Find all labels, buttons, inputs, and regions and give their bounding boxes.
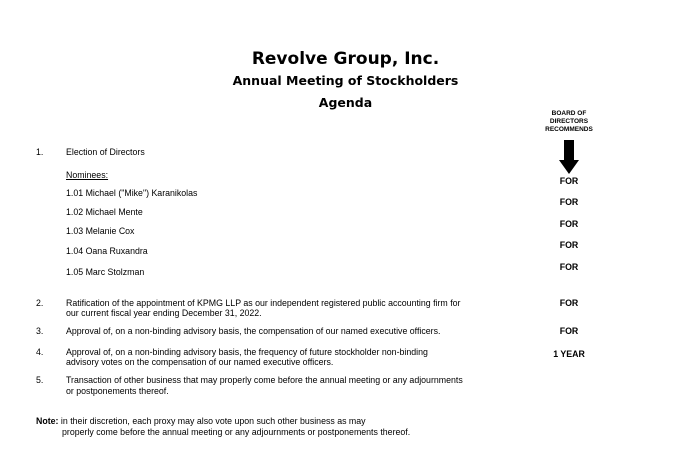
item-3-text: Approval of, on a non-binding advisory basis, the compensation of our named executive officers. bbox=[66, 326, 441, 336]
board-header-line: RECOMMENDS bbox=[545, 126, 593, 133]
item-2-number: 2. bbox=[36, 298, 44, 308]
item-4-number: 4. bbox=[36, 347, 44, 357]
item-2-line-1: Ratification of the appointment of KPMG LLP as our independent registered public accounting firm for bbox=[66, 298, 461, 308]
agenda-heading: Agenda bbox=[318, 95, 373, 110]
nominee-4: 1.04 Oana Ruxandra bbox=[66, 246, 148, 256]
note-label: Note: bbox=[36, 416, 59, 426]
item-5-line-2: or postponements thereof. bbox=[66, 386, 169, 396]
item-1-text: Election of Directors bbox=[66, 147, 145, 157]
item-2-vote: FOR bbox=[559, 298, 579, 308]
item-3-vote: FOR bbox=[559, 326, 579, 336]
meeting-subtitle: Annual Meeting of Stockholders bbox=[232, 73, 459, 88]
nominee-4-vote: FOR bbox=[559, 240, 579, 250]
item-4-line-2: advisory votes on the compensation of our named executive officers. bbox=[66, 357, 334, 367]
item-4-vote: 1 YEAR bbox=[553, 349, 585, 359]
note-line-2: properly come before the annual meeting or any adjournments or postponements thereof. bbox=[62, 427, 411, 437]
nominee-1-vote: FOR bbox=[559, 176, 579, 186]
item-4-line-1: Approval of, on a non-binding advisory basis, the frequency of future stockholder non-binding bbox=[66, 347, 428, 357]
item-2-line-2: our current fiscal year ending December 31, 2022. bbox=[66, 308, 262, 318]
note-text-1: in their discretion, each proxy may also vote upon such other business as may bbox=[58, 416, 366, 426]
nominee-2: 1.02 Michael Mente bbox=[66, 207, 143, 217]
company-title: Revolve Group, Inc. bbox=[251, 49, 440, 69]
nominee-2-vote: FOR bbox=[559, 197, 579, 207]
item-5-line-1: Transaction of other business that may properly come before the annual meeting or any adjournments bbox=[66, 375, 463, 385]
nominee-3: 1.03 Melanie Cox bbox=[66, 226, 135, 236]
board-header-line: DIRECTORS bbox=[549, 118, 589, 125]
nominee-3-vote: FOR bbox=[559, 219, 579, 229]
item-1-number: 1. bbox=[36, 147, 44, 157]
item-5-number: 5. bbox=[36, 375, 44, 385]
note-line-1 bbox=[36, 416, 366, 426]
item-3-number: 3. bbox=[36, 326, 44, 336]
nominee-5: 1.05 Marc Stolzman bbox=[66, 267, 145, 277]
down-arrow-icon bbox=[559, 140, 579, 174]
nominees-label: Nominees: bbox=[66, 170, 109, 180]
board-header-line: BOARD OF bbox=[551, 110, 587, 117]
nominee-1: 1.01 Michael ("Mike") Karanikolas bbox=[66, 188, 198, 198]
board-recommends-header bbox=[530, 110, 608, 134]
nominee-5-vote: FOR bbox=[559, 262, 579, 272]
